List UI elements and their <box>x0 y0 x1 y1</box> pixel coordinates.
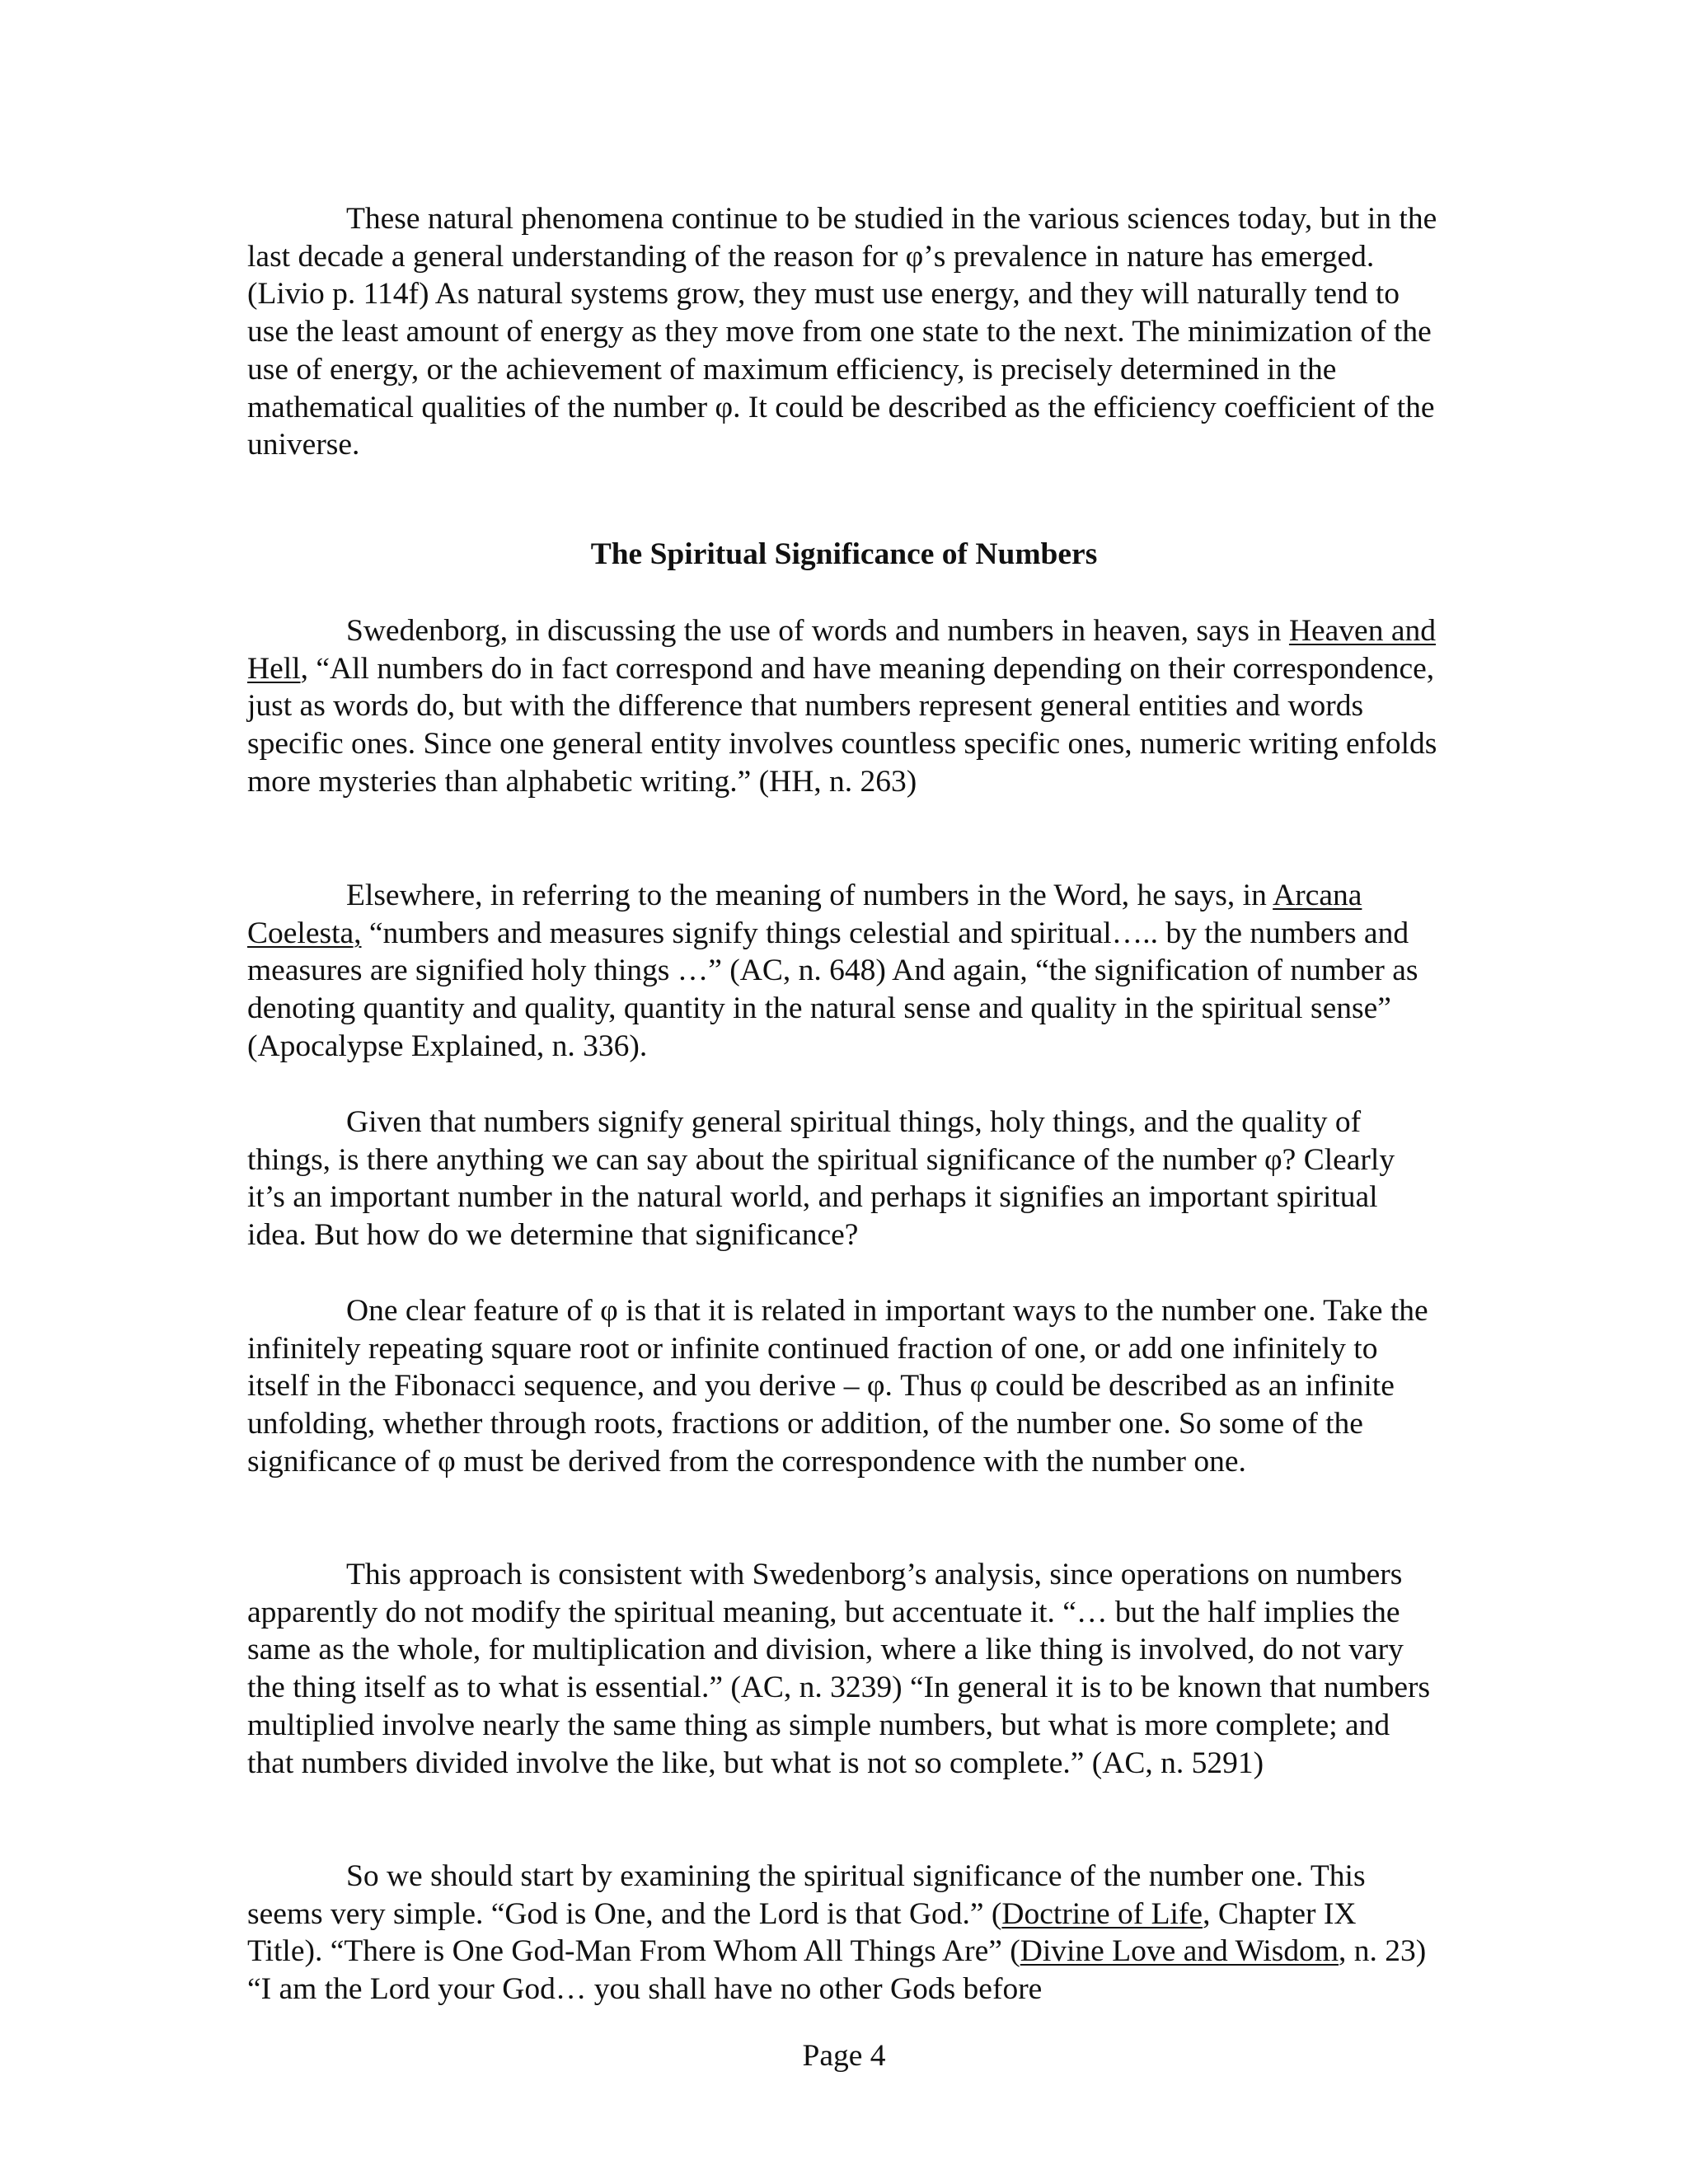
section-heading: The Spiritual Significance of Numbers <box>590 537 1098 571</box>
paragraph-god-is-one <box>247 1858 1438 2008</box>
paragraph-text: “numbers and measures signify things celestial and spiritual….. by the numbers and measures are signified holy things …” (AC, n. 648) And again, “the signification of number as denoting quantity and quality, quantity in the natural sense and quality in the spiritual sense” (Apocalypse Explained, n. 336). <box>247 916 1418 1063</box>
book-title-arcana-coelesta: Arcana Coelesta, <box>247 879 1362 950</box>
paragraph-text: This approach is consistent with Swedenborg’s analysis, since operations on numbers apparently do not modify the spiritual meaning, but accentuate it. “… but the half implies the same as the whole, for multiplication and division, where a like thing is involved, do not vary the thing itself as to what is essential.” (AC, n. 3239) “In general it is to be known that numbers multiplied involve nearly the same thing as simple numbers, but what is more complete; and that numbers divided involve the like, but what is not so complete.” (AC, n. 5291) <box>247 1558 1431 1780</box>
paragraph-text: These natural phenomena continue to be studied in the various sciences today, but in the last decade a general understanding of the reason for φ’s prevalence in nature has emerged. (Livio p. 114f) As natural systems grow, they must use energy, and they will naturally tend to use the least amount of energy as they move from one state to the next. The minimization of the use of energy, or the achievement of maximum efficiency, is precisely determined in the mathematical qualities of the number φ. It could be described as the efficiency coefficient of the universe. <box>247 202 1437 462</box>
paragraph-text: , n. 23) “I am the Lord your God… you shall have no other Gods before <box>247 1934 1427 2007</box>
paragraph-text: So we should start by examining the spiritual significance of the number one. This seems very simple. “God is One, and the Lord is that God.” ( <box>247 1859 1366 1931</box>
paragraph-text: Elsewhere, in referring to the meaning of numbers in the Word, he says, in <box>346 879 1273 912</box>
paragraph-phi-efficiency <box>247 200 1438 464</box>
paragraph-phi-significance-question <box>247 1104 1438 1254</box>
paragraph-text: , Chapter IX Title). “There is One God-Man From Whom All Things Are” ( <box>247 1896 1357 1969</box>
paragraph-text: , “All numbers do in fact correspond and have meaning depending on their correspondence, just as words do, but with the difference that numbers represent general entities and words specific ones. Since one general entity involves countless specific ones, numeric writing enfolds more mysteries than alphabetic writing.” (HH, n. 263) <box>247 651 1437 799</box>
page-number: Page 4 <box>802 2039 886 2073</box>
paragraph-text: Given that numbers signify general spiritual things, holy things, and the quality of things, is there anything we can say about the spiritual significance of the number φ? Clearly it’s an important number in the natural world, and perhaps it signifies an important spiritual idea. But how do we determine that significance? <box>247 1105 1395 1253</box>
paragraph-text: One clear feature of φ is that it is related in important ways to the number one. Take the infinitely repeating square root or infinite continued fraction of one, or add one infinitely to itself in the Fibonacci sequence, and you derive – φ. Thus φ could be described as an infinite unfolding, whether through roots, fractions or addition, of the number one. So some of the significance of φ must be derived from the correspondence with the number one. <box>247 1294 1428 1479</box>
paragraph-swedenborg-analysis <box>247 1556 1438 1782</box>
book-title-heaven-and-hell: Heaven and Hell <box>247 614 1436 686</box>
paragraph-heaven-and-hell <box>247 612 1438 801</box>
paragraph-number-one <box>247 1292 1438 1481</box>
paragraph-arcana-coelesta <box>247 877 1438 1066</box>
paragraph-text: Swedenborg, in discussing the use of words and numbers in heaven, says in <box>346 614 1289 648</box>
book-title-divine-love-and-wisdom: Divine Love and Wisdom <box>1020 1934 1339 1969</box>
book-title-doctrine-of-life: Doctrine of Life <box>1001 1896 1203 1931</box>
